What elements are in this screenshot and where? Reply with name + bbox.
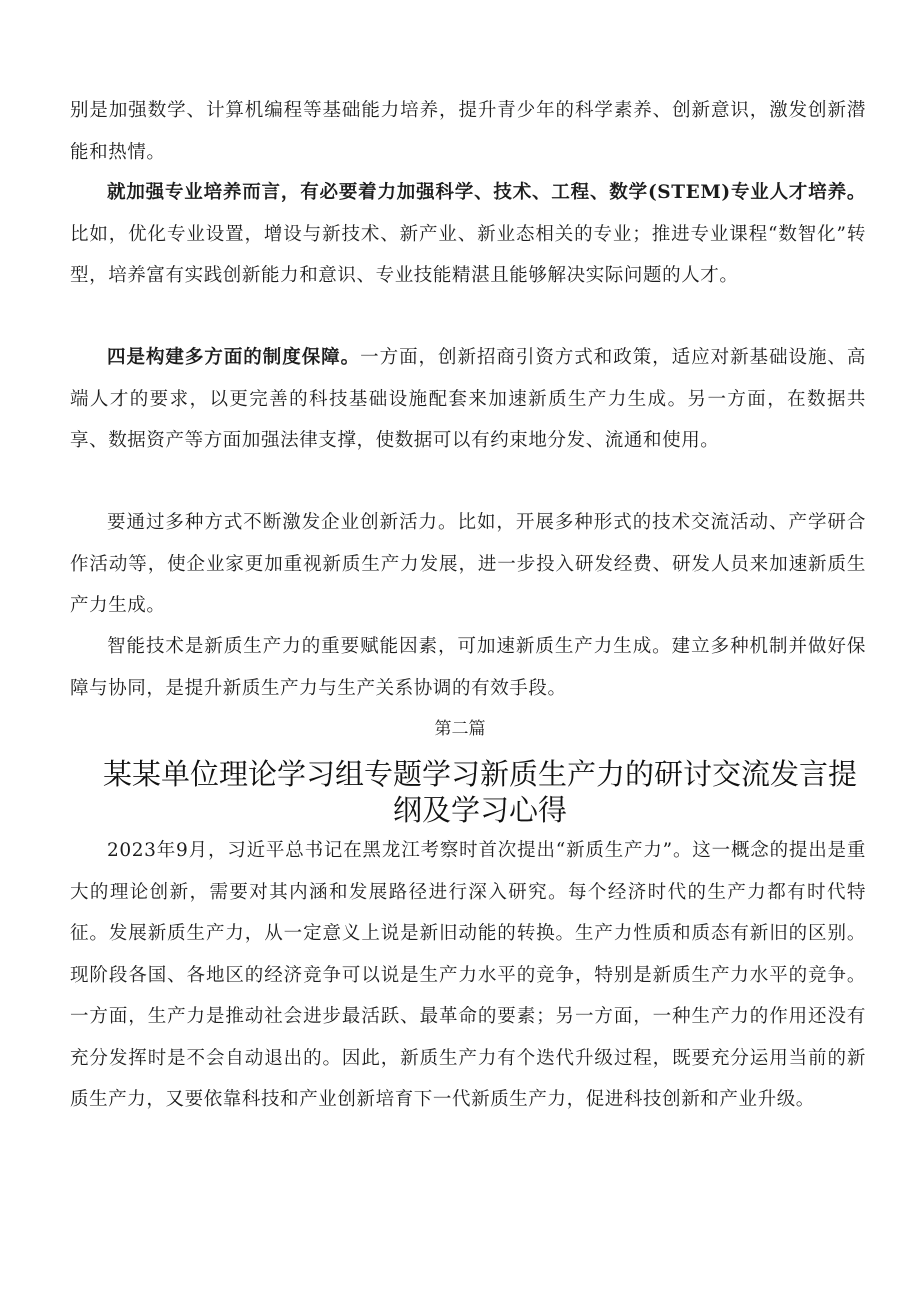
paragraph-enterprise-innovation xyxy=(70,502,866,627)
paragraph-text: 别是加强数学、计算机编程等基础能力培养，提升青少年的科学素养、创新意识，激发创新潜能和热情。 xyxy=(70,100,866,163)
paragraph-intelligent-tech xyxy=(70,626,866,709)
paragraph-lead: 就加强专业培养而言，有必要着力加强科学、技术、工程、数学(STEM)专业人才培养。 xyxy=(107,182,866,203)
paragraph-lead: 四是构建多方面的制度保障。 xyxy=(107,347,361,368)
paragraph-continued xyxy=(70,90,866,173)
paragraph-text: 智能技术是新质生产力的重要赋能因素，可加速新质生产力生成。建立多种机制并做好保障与协同，是提升新质生产力与生产关系协调的有效手段。 xyxy=(70,636,866,699)
article-title: 某某单位理论学习组专题学习新质生产力的研讨交流发言提纲及学习心得 xyxy=(102,757,857,827)
paragraph-text: 要通过多种方式不断激发企业创新活力。比如，开展多种形式的技术交流活动、产学研合作活动等，使企业家更加重视新质生产力发展，进一步投入研发经费、研发人员来加速新质生产力生成。 xyxy=(70,512,866,616)
paragraph-stem-training xyxy=(70,172,866,297)
paragraph-text: 2023年9月，习近平总书记在黑龙江考察时首次提出“新质生产力”。这一概念的提出是重大的理论创新，需要对其内涵和发展路径进行深入研究。每个经济时代的生产力都有时代特征。发展新质生产力，从一定意义上说是新旧动能的转换。生产力性质和质态有新旧的区别。现阶段各国、各地区的经济竞争可以说是生产力水平的竞争，特别是新质生产力水平的竞争。一方面，生产力是推动社会进步最活跃、最革命的要素；另一方面，一种生产力的作用还没有充分发挥时是不会自动退出的。因此，新质生产力有个迭代升级过程，既要充分运用当前的新质生产力，又要依靠科技和产业创新培育下一代新质生产力，促进科技创新和产业升级。 xyxy=(70,840,866,1110)
paragraph-institutional-guarantee xyxy=(70,337,866,462)
section-label: 第二篇 xyxy=(434,719,486,739)
paragraph-text: 一方面，创新招商引资方式和政策，适应对新基础设施、高端人才的要求，以更完善的科技基础设施配套来加速新质生产力生成。另一方面，在数据共享、数据资产等方面加强法律支撑，使数据可以有约束地分发、流通和使用。 xyxy=(70,347,866,451)
paragraph-new-productivity xyxy=(70,830,866,1121)
paragraph-text: 比如，优化专业设置，增设与新技术、新产业、新业态相关的专业；推进专业课程“数智化”转型，培养富有实践创新能力和意识、专业技能精湛且能够解决实际问题的人才。 xyxy=(70,223,866,286)
